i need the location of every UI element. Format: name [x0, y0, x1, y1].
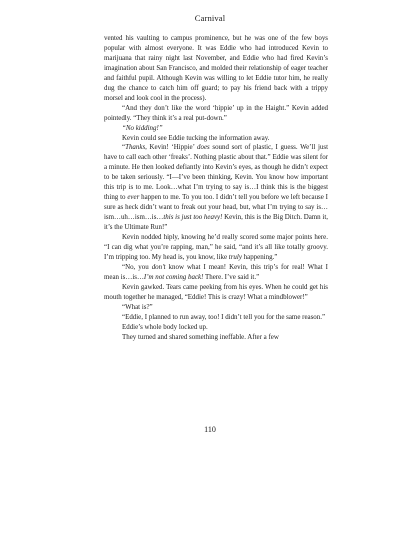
running-head: Carnival — [194, 13, 226, 23]
text-run: “Eddie, I planned to run away, too! I didn’t tell you for the same reason.” — [122, 312, 326, 321]
italic-text: ever — [127, 193, 140, 202]
text-run: happening.” — [241, 252, 278, 261]
text-run: Kevin, this is the Big Ditch. Damn it, it’s the Ultimate Run!” — [104, 213, 328, 232]
paragraph — [104, 143, 328, 233]
text-run: There. I’ve said it.” — [203, 272, 260, 281]
text-run: happen to me. To you too. I didn’t tell you before we left because I sure as heck didn’t want to freak out your head, but, what I’m trying to say is…ism…uh…ism…is… — [104, 193, 328, 222]
paragraph — [104, 263, 328, 283]
text-run: Eddie’s whole body locked up. — [122, 322, 208, 331]
paragraph — [104, 233, 328, 263]
text-run: Kevin gawked. Tears came peeking from his eyes. When he could get his mouth together he managed, “Eddie! This is crazy! What a mindblower!” — [104, 282, 328, 301]
text-run: know what I mean! Kevin, this trip’s for real! What I mean is…is… — [104, 262, 328, 281]
italic-text: “No kidding!” — [122, 123, 163, 132]
italic-text: don’t — [151, 262, 166, 271]
italic-text: does — [197, 143, 210, 152]
paragraph — [104, 104, 328, 124]
paragraph — [104, 303, 328, 313]
page-number: 110 — [204, 425, 216, 434]
text-run: sound sort of plastic, I guess. We’ll just have to call each other ‘freaks’. Nothing plastic about that.” Eddie was silent for a minute. He then looked defiantly into Kevin’s eyes, as though he didn’t expect to be taken seriously. “I—I’ve been thinking, Kevin. You know how important this trip is to me. Look…what I’m trying to say is…I think this is the biggest thing to — [104, 143, 328, 202]
body-text — [104, 34, 328, 343]
paragraph — [104, 134, 328, 144]
text-run: “And they don’t like the word ‘hippie’ up in the Haight.” Kevin added pointedly. “They think it’s a real put-down.” — [104, 103, 328, 122]
paragraph — [104, 333, 328, 343]
italic-text: truly — [228, 252, 242, 261]
italic-text: this is just too heavy! — [163, 213, 223, 222]
text-run: They turned and shared something ineffable. After a few — [122, 332, 279, 341]
paragraph — [104, 34, 328, 104]
italic-text: I’m not coming back! — [143, 272, 204, 281]
text-run: , Kevin! ‘Hippie’ — [145, 143, 198, 152]
text-run: vented his vaulting to campus prominence, but he was one of the few boys popular with almost everyone. It was Eddie who had introduced Kevin to marijuana that rainy night last November, and Eddie who had fired Kevin’s imagination about San Francisco, and molded their relationship of eager teacher and faithful pupil. Although Kevin was willing to let Eddie tutor him, he really dug the chance to catch him off guard; to pay his friend back with a trippy morsel and look cool in the process). — [104, 34, 328, 102]
paragraph — [104, 124, 328, 134]
paragraph — [104, 313, 328, 323]
text-run: “What is?” — [122, 302, 153, 311]
paragraph — [104, 323, 328, 333]
text-run: “No, you — [122, 262, 152, 271]
italic-text: Thanks — [125, 143, 146, 152]
paragraph — [104, 283, 328, 303]
text-run: Kevin could see Eddie tucking the information away. — [122, 133, 270, 142]
text-run: Kevin nodded hiply, knowing he’d really scored some major points here. “I can dig what you’re rapping, man,” he said, “and it’s all like totally groovy. I’m tripping too. My head is, you know, like — [104, 233, 328, 261]
text-run: “ — [122, 143, 126, 152]
